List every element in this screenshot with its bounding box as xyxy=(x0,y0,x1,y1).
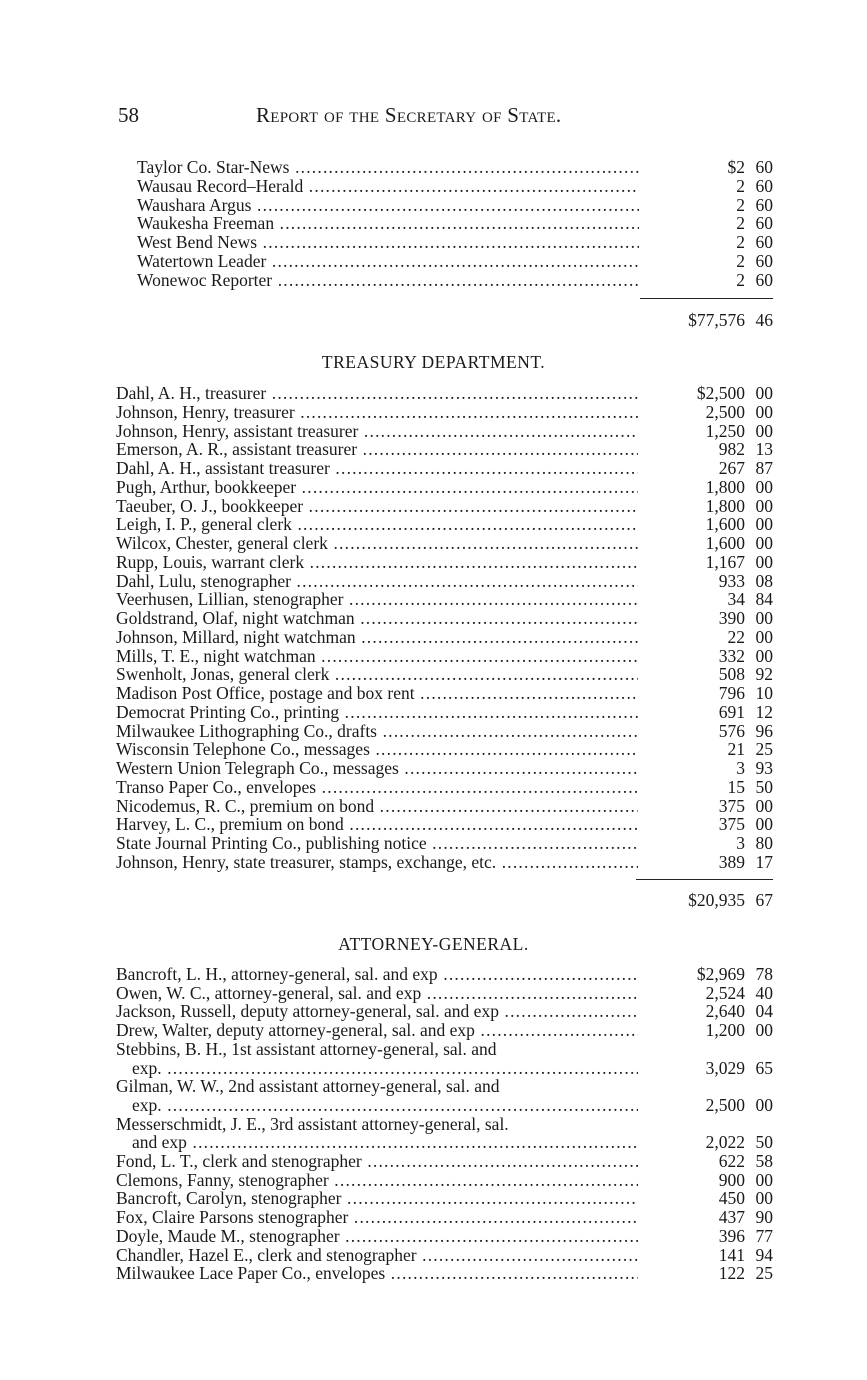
amount-cents: 80 xyxy=(755,833,773,853)
payee-name: Watertown Leader ..... xyxy=(137,252,639,271)
ledger-row xyxy=(116,778,773,797)
payee-name: Democrat Printing Co., printing ..... xyxy=(116,703,638,722)
amount-dollars: 900 xyxy=(718,1169,745,1190)
payee-name: Doyle, Maude M., stenographer ..... xyxy=(116,1227,638,1246)
ledger-row xyxy=(116,1208,773,1227)
amount-cents: 87 xyxy=(755,458,773,478)
payee-name: Swenholt, Jonas, general clerk ..... xyxy=(116,665,638,684)
payee-name: Taeuber, O. J., bookkeeper ..... xyxy=(116,497,638,516)
amount-cents: 90 xyxy=(755,1207,773,1228)
treasury-total-dollars: $20,935 xyxy=(688,890,745,910)
page-header xyxy=(118,103,643,131)
amount-dollars: 2 xyxy=(736,175,745,196)
page-number: 58 xyxy=(118,103,139,127)
ledger-row xyxy=(116,1171,773,1190)
ledger-row xyxy=(116,759,773,778)
amount-dollars: 576 xyxy=(718,720,745,741)
amount-dollars: 396 xyxy=(718,1225,745,1246)
ledger-row xyxy=(116,1002,773,1021)
amount-cents: 00 xyxy=(755,420,773,441)
ledger-row xyxy=(116,1264,773,1283)
amount-cents: 00 xyxy=(755,401,773,422)
ledger-row xyxy=(137,252,773,271)
ledger-row xyxy=(116,553,773,572)
ledger-row xyxy=(116,740,773,759)
ledger-row xyxy=(137,177,773,196)
ledger-row xyxy=(116,440,773,459)
amount-cents: 60 xyxy=(755,157,773,177)
ledger-row xyxy=(116,1152,773,1171)
amount-cents: 60 xyxy=(755,213,773,234)
amount-dollars: 450 xyxy=(718,1188,745,1209)
payee-name: Wisconsin Telephone Co., messages ..... xyxy=(116,740,638,759)
amount-dollars: 122 xyxy=(718,1263,745,1284)
amount-cents: 00 xyxy=(755,1020,773,1041)
newspapers-total-dollars: $77,576 xyxy=(688,310,745,330)
amount-dollars: 508 xyxy=(718,664,745,685)
payee-name: Dahl, A. H., assistant treasurer ..... xyxy=(116,459,638,478)
amount-dollars: 982 xyxy=(718,439,745,460)
ledger-row xyxy=(116,1021,773,1040)
payee-name: Madison Post Office, postage and box rent ..... xyxy=(116,684,638,703)
treasury-heading: TREASURY DEPARTMENT. xyxy=(321,352,546,372)
treasury-total-rule xyxy=(636,879,773,880)
amount-dollars: 15 xyxy=(727,776,745,797)
amount-cents: 50 xyxy=(755,1132,773,1153)
payee-name-continued: exp. ..... xyxy=(132,1096,638,1115)
newspapers-total-rule xyxy=(640,298,773,299)
payee-name: Milwaukee Lace Paper Co., envelopes ..... xyxy=(116,1264,638,1283)
amount-dollars: 2 xyxy=(736,194,745,215)
amount-cents: 13 xyxy=(755,439,773,460)
treasury-total-cents: 67 xyxy=(755,890,773,910)
payee-name: Fox, Claire Parsons stenographer ..... xyxy=(116,1208,638,1227)
amount-dollars: 2,500 xyxy=(705,401,745,422)
amount-dollars: 1,167 xyxy=(705,551,745,572)
ledger-row xyxy=(116,1096,773,1115)
amount-dollars: 34 xyxy=(727,589,745,610)
ledger-row xyxy=(116,609,773,628)
amount-cents: 00 xyxy=(755,514,773,535)
amount-cents: 60 xyxy=(755,269,773,290)
amount-dollars: 2,500 xyxy=(705,1094,745,1115)
amount-cents: 94 xyxy=(755,1244,773,1265)
amount-dollars: 2,524 xyxy=(705,982,745,1003)
amount-cents: 65 xyxy=(755,1057,773,1078)
amount-dollars: 1,800 xyxy=(705,495,745,516)
amount-cents: 00 xyxy=(755,533,773,553)
amount-dollars: 141 xyxy=(718,1244,745,1265)
ledger-row xyxy=(137,158,773,177)
payee-name: Emerson, A. R., assistant treasurer ..... xyxy=(116,440,638,459)
ledger-row xyxy=(116,572,773,591)
amount-cents: 93 xyxy=(755,758,773,778)
amount-dollars: 796 xyxy=(718,683,745,703)
amount-cents: 00 xyxy=(755,1169,773,1190)
ledger-row xyxy=(137,271,773,290)
amount-dollars: 2,022 xyxy=(705,1132,745,1153)
amount-cents: 00 xyxy=(755,551,773,572)
amount-dollars: 375 xyxy=(718,814,745,835)
amount-cents: 84 xyxy=(755,589,773,610)
amount-dollars: 691 xyxy=(718,701,745,722)
payee-name-continued: and exp ..... xyxy=(132,1133,638,1152)
payee-name: Veerhusen, Lillian, stenographer ..... xyxy=(116,590,638,609)
amount-dollars: 1,800 xyxy=(705,476,745,497)
ledger-row xyxy=(116,984,773,1003)
payee-name: Messerschmidt, J. E., 3rd assistant attorney-general, sal. xyxy=(116,1114,509,1134)
payee-name: Bancroft, Carolyn, stenographer ..... xyxy=(116,1189,638,1208)
ledger-row xyxy=(116,459,773,478)
ledger-row xyxy=(116,797,773,816)
payee-name: State Journal Printing Co., publishing notice ..... xyxy=(116,834,638,853)
payee-name: Johnson, Henry, state treasurer, stamps, exchange, etc. ..... xyxy=(116,853,638,872)
amount-dollars: 437 xyxy=(718,1207,745,1228)
ledger-row xyxy=(116,534,773,553)
amount-dollars: 2 xyxy=(736,213,745,234)
amount-dollars: 267 xyxy=(718,458,745,478)
ledger-row xyxy=(116,665,773,684)
amount-dollars: 933 xyxy=(718,570,745,591)
amount-cents: 60 xyxy=(755,194,773,215)
amount-cents: 00 xyxy=(755,645,773,666)
amount-cents: 17 xyxy=(755,851,773,872)
ledger-row xyxy=(116,722,773,741)
payee-name: Dahl, A. H., treasurer ..... xyxy=(116,384,638,403)
payee-name: West Bend News ..... xyxy=(137,233,639,252)
ledger-row xyxy=(116,590,773,609)
ledger-row xyxy=(116,815,773,834)
amount-dollars: 2 xyxy=(736,251,745,271)
payee-name: Gilman, W. W., 2nd assistant attorney-general, sal. and xyxy=(116,1077,500,1097)
payee-name: Stebbins, B. H., 1st assistant attorney-general, sal. and xyxy=(116,1039,497,1059)
ledger-row xyxy=(116,1040,773,1059)
amount-dollars: 622 xyxy=(718,1151,745,1171)
amount-dollars: 389 xyxy=(718,851,745,872)
payee-name: Fond, L. T., clerk and stenographer ..... xyxy=(116,1152,638,1171)
amount-cents: 00 xyxy=(755,626,773,647)
amount-cents: 40 xyxy=(755,982,773,1003)
amount-dollars: 1,200 xyxy=(705,1020,745,1041)
ledger-row xyxy=(116,1059,773,1078)
amount-cents: 60 xyxy=(755,232,773,253)
payee-name: Wonewoc Reporter ..... xyxy=(137,271,639,290)
payee-name: Mills, T. E., night watchman ..... xyxy=(116,647,638,666)
amount-dollars: $2,500 xyxy=(696,383,745,403)
ledger-row xyxy=(116,1077,773,1096)
ledger-row xyxy=(116,703,773,722)
payee-name: Drew, Walter, deputy attorney-general, sal. and exp ..... xyxy=(116,1021,638,1040)
payee-name-continued: exp. ..... xyxy=(132,1059,638,1078)
amount-dollars: 375 xyxy=(718,795,745,816)
ledger-row xyxy=(116,403,773,422)
amount-dollars: $2,969 xyxy=(696,964,745,984)
amount-dollars: 1,600 xyxy=(705,514,745,535)
attorney-heading: ATTORNEY-GENERAL. xyxy=(338,934,529,954)
amount-cents: 50 xyxy=(755,776,773,797)
ledger-row xyxy=(116,628,773,647)
amount-dollars: 22 xyxy=(727,626,745,647)
ledger-row xyxy=(116,422,773,441)
ledger-row xyxy=(116,478,773,497)
payee-name: Transo Paper Co., envelopes ..... xyxy=(116,778,638,797)
amount-cents: 77 xyxy=(755,1225,773,1246)
payee-name: Leigh, I. P., general clerk ..... xyxy=(116,515,638,534)
payee-name: Jackson, Russell, deputy attorney-general, sal. and exp ..... xyxy=(116,1002,638,1021)
amount-cents: 25 xyxy=(755,1263,773,1284)
ledger-row xyxy=(116,1189,773,1208)
payee-name: Johnson, Millard, night watchman ..... xyxy=(116,628,638,647)
payee-name: Bancroft, L. H., attorney-general, sal. and exp ..... xyxy=(116,965,638,984)
payee-name: Johnson, Henry, assistant treasurer ..... xyxy=(116,422,638,441)
amount-dollars: 332 xyxy=(718,645,745,666)
amount-cents: 08 xyxy=(755,570,773,591)
amount-cents: 00 xyxy=(755,795,773,816)
ledger-row xyxy=(116,684,773,703)
amount-cents: 96 xyxy=(755,720,773,741)
payee-name: Wausau Record–Herald ..... xyxy=(137,177,639,196)
amount-cents: 25 xyxy=(755,739,773,760)
amount-cents: 92 xyxy=(755,664,773,685)
amount-cents: 00 xyxy=(755,1188,773,1209)
amount-cents: 60 xyxy=(755,251,773,271)
ledger-row xyxy=(116,834,773,853)
amount-dollars: 3 xyxy=(736,833,745,853)
amount-dollars: 3,029 xyxy=(705,1057,745,1078)
ledger-row xyxy=(116,1246,773,1265)
amount-cents: 00 xyxy=(755,495,773,516)
ledger-row xyxy=(116,853,773,872)
payee-name: Rupp, Louis, warrant clerk ..... xyxy=(116,553,638,572)
amount-cents: 00 xyxy=(755,608,773,628)
newspapers-total-cents: 46 xyxy=(755,310,773,330)
amount-cents: 00 xyxy=(755,814,773,835)
payee-name: Owen, W. C., attorney-general, sal. and exp ..... xyxy=(116,984,638,1003)
payee-name: Dahl, Lulu, stenographer ..... xyxy=(116,572,638,591)
amount-dollars: 1,600 xyxy=(705,533,745,553)
ledger-row xyxy=(137,196,773,215)
amount-cents: 58 xyxy=(755,1151,773,1171)
payee-name: Milwaukee Lithographing Co., drafts ..... xyxy=(116,722,638,741)
ledger-row xyxy=(137,233,773,252)
amount-cents: 00 xyxy=(755,383,773,403)
ledger-row xyxy=(137,214,773,233)
amount-dollars: 390 xyxy=(718,608,745,628)
amount-cents: 78 xyxy=(755,964,773,984)
ledger-row xyxy=(116,965,773,984)
payee-name: Pugh, Arthur, bookkeeper ..... xyxy=(116,478,638,497)
amount-cents: 12 xyxy=(755,701,773,722)
amount-dollars: 3 xyxy=(736,758,745,778)
payee-name: Waukesha Freeman ..... xyxy=(137,214,639,233)
amount-dollars: 2 xyxy=(736,269,745,290)
ledger-row xyxy=(116,497,773,516)
ledger-row xyxy=(116,1115,773,1134)
amount-cents: 10 xyxy=(755,683,773,703)
payee-name: Western Union Telegraph Co., messages ..... xyxy=(116,759,638,778)
payee-name: Chandler, Hazel E., clerk and stenographer ..... xyxy=(116,1246,638,1265)
payee-name: Harvey, L. C., premium on bond ..... xyxy=(116,815,638,834)
payee-name: Clemons, Fanny, stenographer ..... xyxy=(116,1171,638,1190)
ledger-row xyxy=(116,384,773,403)
payee-name: Johnson, Henry, treasurer ..... xyxy=(116,403,638,422)
ledger-row xyxy=(116,515,773,534)
ledger-row xyxy=(116,1227,773,1246)
payee-name: Wilcox, Chester, general clerk ..... xyxy=(116,534,638,553)
amount-cents: 00 xyxy=(755,476,773,497)
amount-dollars: 2,640 xyxy=(705,1001,745,1022)
payee-name: Waushara Argus ..... xyxy=(137,196,639,215)
amount-cents: 04 xyxy=(755,1001,773,1022)
amount-dollars: 21 xyxy=(727,739,745,760)
amount-dollars: 1,250 xyxy=(705,420,745,441)
amount-dollars: $2 xyxy=(727,157,745,177)
amount-cents: 00 xyxy=(755,1094,773,1115)
ledger-row xyxy=(116,1133,773,1152)
amount-dollars: 2 xyxy=(736,232,745,253)
payee-name: Goldstrand, Olaf, night watchman ..... xyxy=(116,609,638,628)
payee-name: Taylor Co. Star-News ..... xyxy=(137,158,639,177)
ledger-row xyxy=(116,647,773,666)
payee-name: Nicodemus, R. C., premium on bond ..... xyxy=(116,797,638,816)
running-title: Report of the Secretary of State. xyxy=(256,103,562,127)
amount-cents: 60 xyxy=(755,175,773,196)
